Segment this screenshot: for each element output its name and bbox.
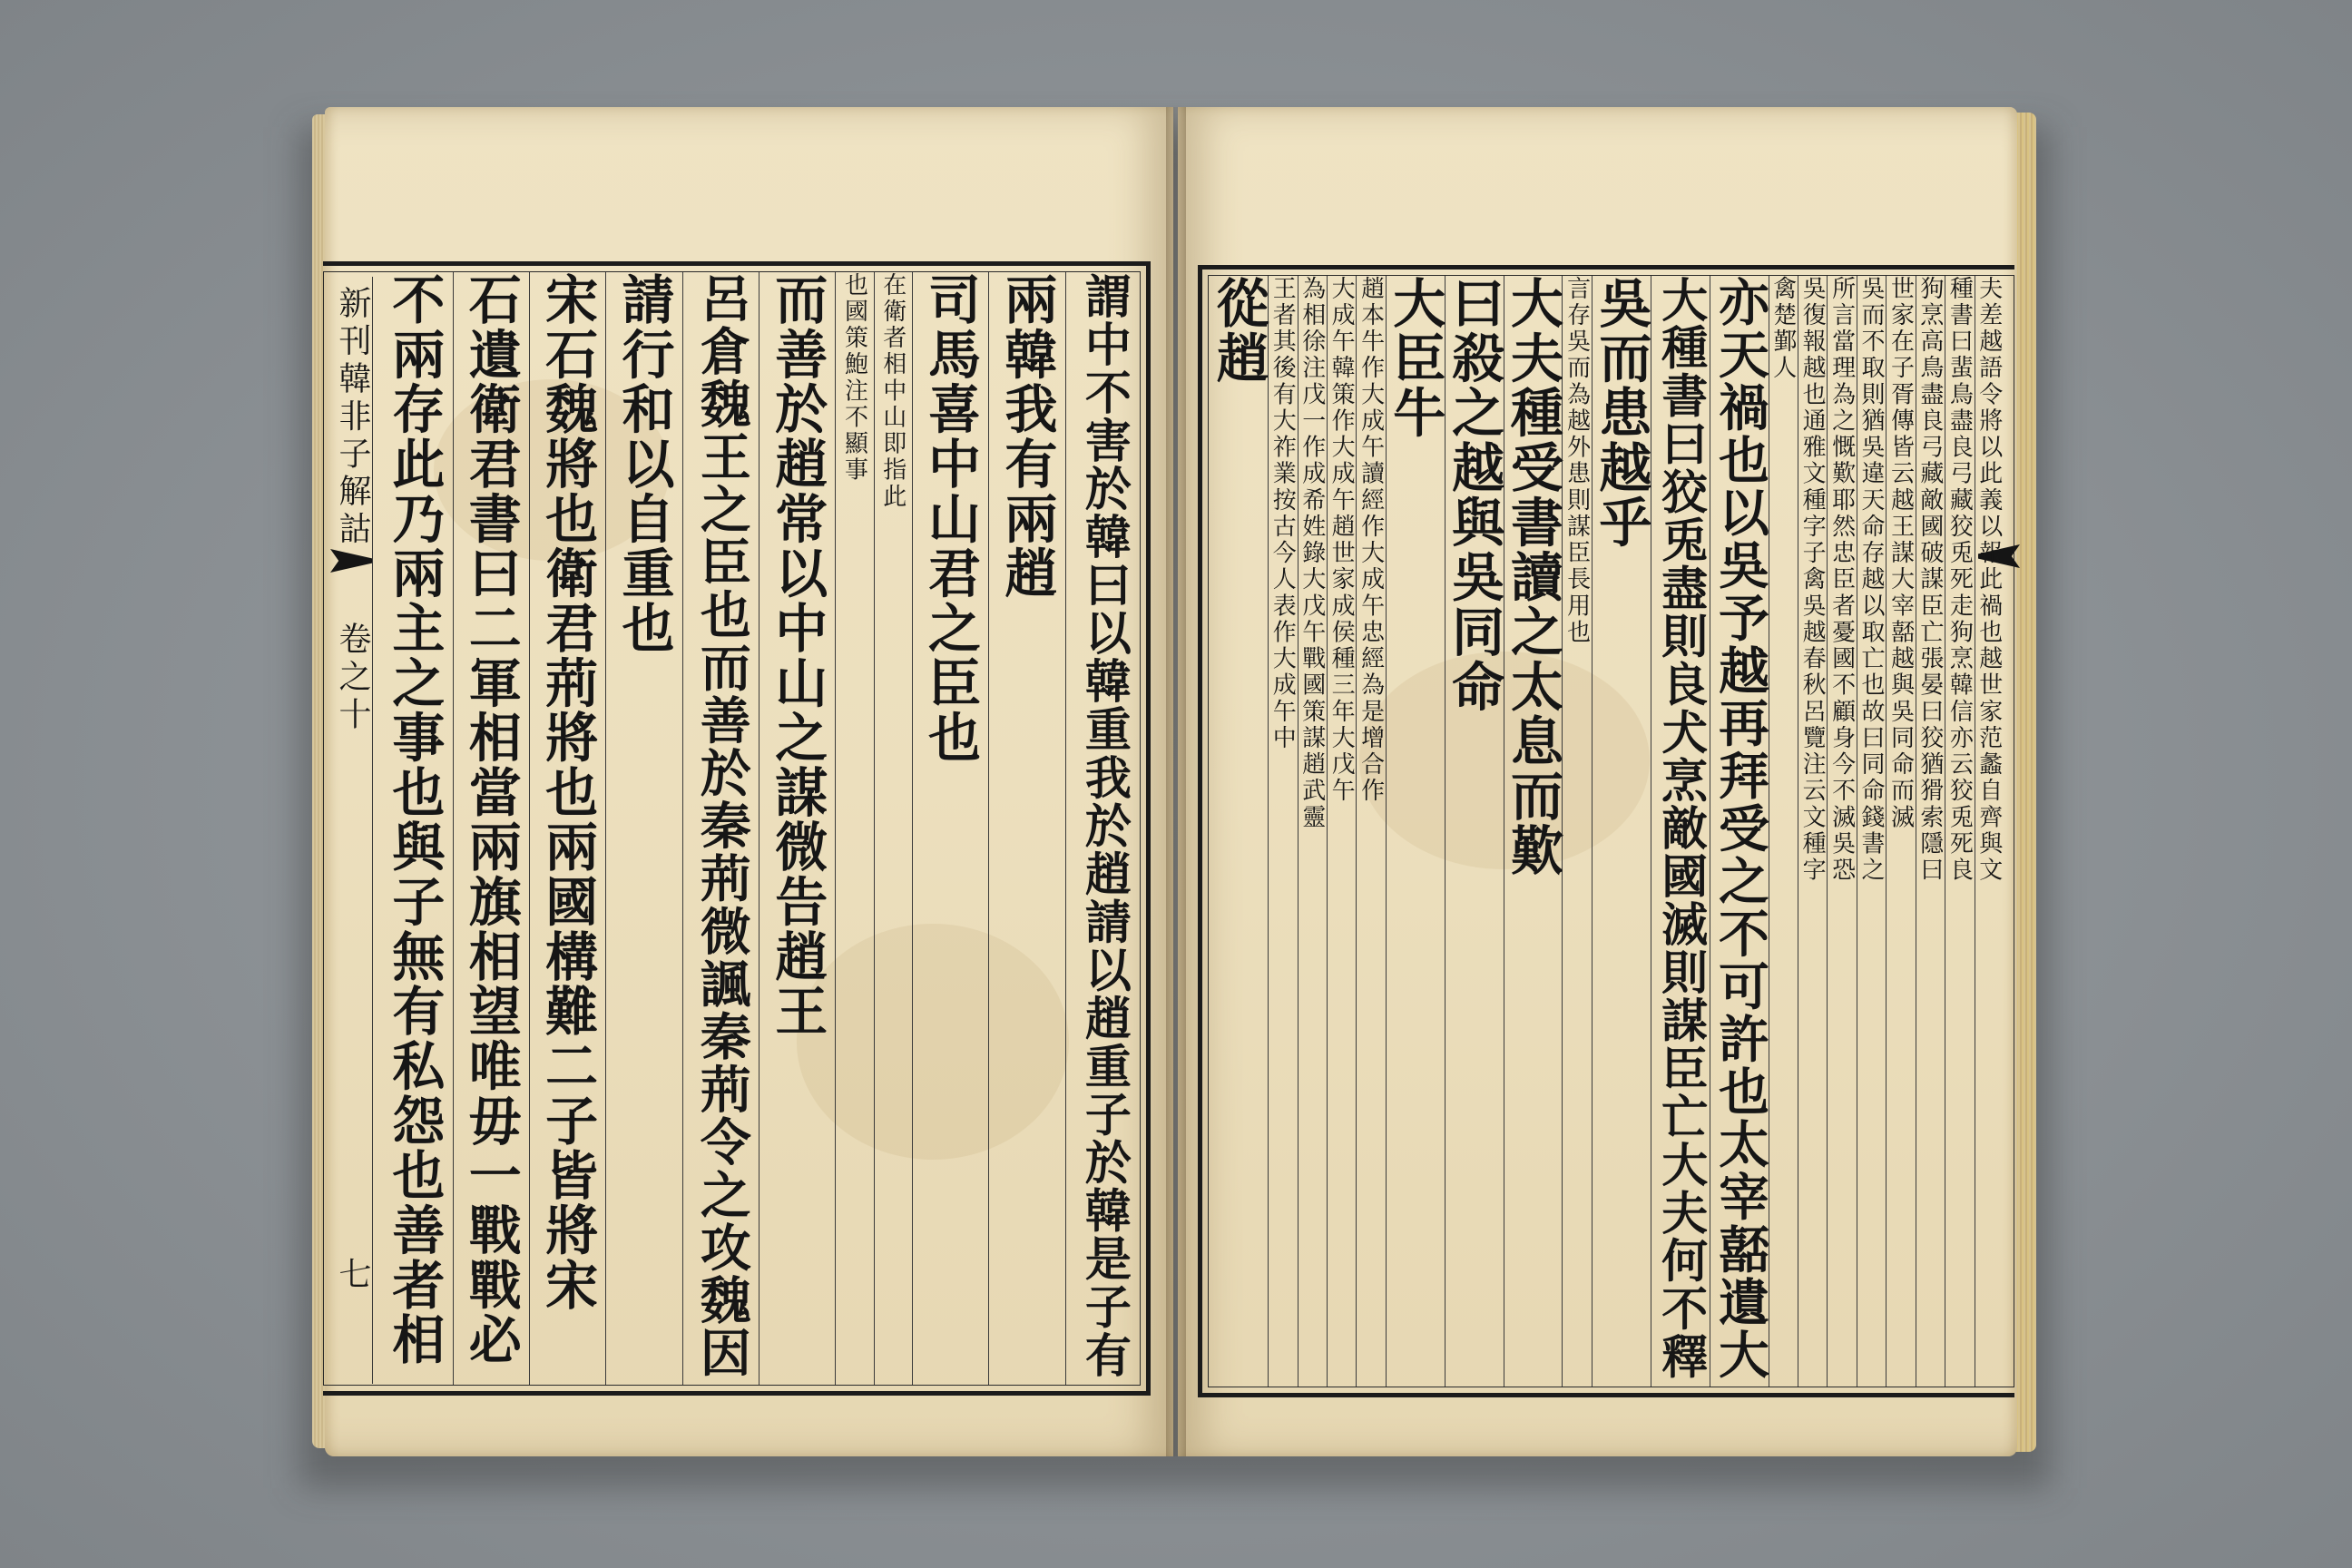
book-title: 新刊韓非子解詁: [334, 286, 371, 549]
book-gutter: [1166, 107, 1186, 1456]
text-column: [1445, 276, 1504, 1387]
text-column: [1209, 276, 1268, 1387]
text-column: [988, 272, 1064, 1385]
text-column: [912, 272, 988, 1385]
main-text: 而善於趙常以中山之謀微告趙王: [766, 272, 828, 1039]
main-text: 請行和以自重也: [612, 272, 675, 656]
commentary-text: 所言當理為之慨歎耶然忠臣者憂國不顧身今不滅吳恐: [1828, 276, 1856, 884]
text-column: [1592, 276, 1651, 1387]
commentary-text: 趙本牛作大成午讀經作大成午忠經為是增合作: [1357, 276, 1385, 805]
main-text: 大夫種受書讀之太息而歎: [1502, 276, 1563, 878]
text-column: [1268, 276, 1297, 1387]
commentary-text: 吳而不取則猶吳違天命存越以取亡也故曰同命錢書之: [1857, 276, 1886, 884]
text-column: [376, 272, 452, 1385]
text-column: [1945, 276, 1974, 1387]
text-column: [1327, 276, 1356, 1387]
text-column: [529, 272, 605, 1385]
text-column: [453, 272, 529, 1385]
margin-label-column: [328, 277, 373, 1384]
text-column: [605, 272, 681, 1385]
left-text-columns: [376, 272, 1142, 1385]
commentary-text: 禽楚鄞人: [1769, 276, 1797, 382]
main-text: 謂中不害於韓曰以韓重我於趙請以趙重子於韓是子有: [1076, 272, 1132, 1379]
main-text: 吳而患越乎: [1590, 276, 1652, 550]
text-column: [1827, 276, 1856, 1387]
text-column: [682, 272, 759, 1385]
main-text: 從趙: [1207, 276, 1269, 386]
text-column: [1562, 276, 1591, 1387]
commentary-text: 種書曰蜚鳥盡良弓藏狡兎死走狗烹韓信亦云狡兎死良: [1945, 276, 1974, 884]
text-column: [1386, 276, 1445, 1387]
text-column: [1975, 276, 2004, 1387]
text-column: [1504, 276, 1563, 1387]
main-text: 呂倉魏王之臣也而善於秦荊微諷秦荊令之攻魏因: [691, 272, 750, 1379]
commentary-text: 夫差越語令將以此義以報此禍也越世家范蠡自齊與文: [1975, 276, 2003, 884]
main-text: 兩韓我有兩趙: [995, 272, 1058, 601]
text-column: [1769, 276, 1798, 1387]
text-column: [1710, 276, 1769, 1387]
right-text-columns: [1209, 276, 2004, 1387]
commentary-text: 世家在子胥傳皆云越王謀大宰嚭越與吳同命而滅: [1886, 276, 1915, 831]
commentary-text: 為相徐注戊一作成希姓錄大戊午戰國策謀趙武靈: [1298, 276, 1326, 831]
main-text: 石遺衛君書曰二軍相當兩旗相望唯毋一戰戰必: [459, 272, 522, 1367]
text-column: [1857, 276, 1886, 1387]
main-text: 大種書曰狡兎盡則良犬烹敵國滅則謀臣亡大夫何不釋: [1652, 276, 1708, 1381]
commentary-text: 也國策鮑注不顯事: [840, 272, 868, 484]
main-text: 司馬喜中山君之臣也: [919, 272, 982, 765]
commentary-text: 大成午韓策作大成午趙世家成侯種三年大戊午: [1328, 276, 1356, 805]
main-text: 亦天禍也以吳予越再拜受之不可許也太宰嚭遺大: [1709, 276, 1769, 1381]
text-column: [1065, 272, 1142, 1385]
commentary-text: 狗烹高鳥盡良弓藏敵國破謀臣亡張晏曰狡猶猾索隱曰: [1916, 276, 1944, 884]
text-column: [1886, 276, 1915, 1387]
main-text: 大臣牛: [1384, 276, 1446, 440]
commentary-text: 在衛者相中山即指此: [878, 272, 906, 511]
text-column: [1651, 276, 1710, 1387]
text-column: [759, 272, 835, 1385]
page-number: 七: [334, 1257, 371, 1295]
commentary-text: 王者其後有大祚業按古今人表作大成午中: [1269, 276, 1297, 752]
text-column: [1798, 276, 1827, 1387]
volume-label: 卷之十: [334, 622, 371, 735]
commentary-text: 吳復報越也通雅文種字子禽吳越春秋呂覽注云文種字: [1798, 276, 1827, 884]
main-text: 宋石魏將也衛君荊將也兩國構難二子皆將宋: [536, 272, 599, 1313]
text-column: [1916, 276, 1945, 1387]
text-column: [1356, 276, 1385, 1387]
text-column: [1298, 276, 1327, 1387]
text-column: [835, 272, 873, 1385]
main-text: 曰殺之越與吳同命: [1443, 276, 1505, 714]
main-text: 不兩存此乃兩主之事也與子無有私怨也善者相: [383, 272, 446, 1367]
fish-tail-mark: [330, 549, 372, 573]
commentary-text: 言存吳而為越外患則謀臣長用也: [1563, 276, 1591, 646]
text-column: [874, 272, 912, 1385]
